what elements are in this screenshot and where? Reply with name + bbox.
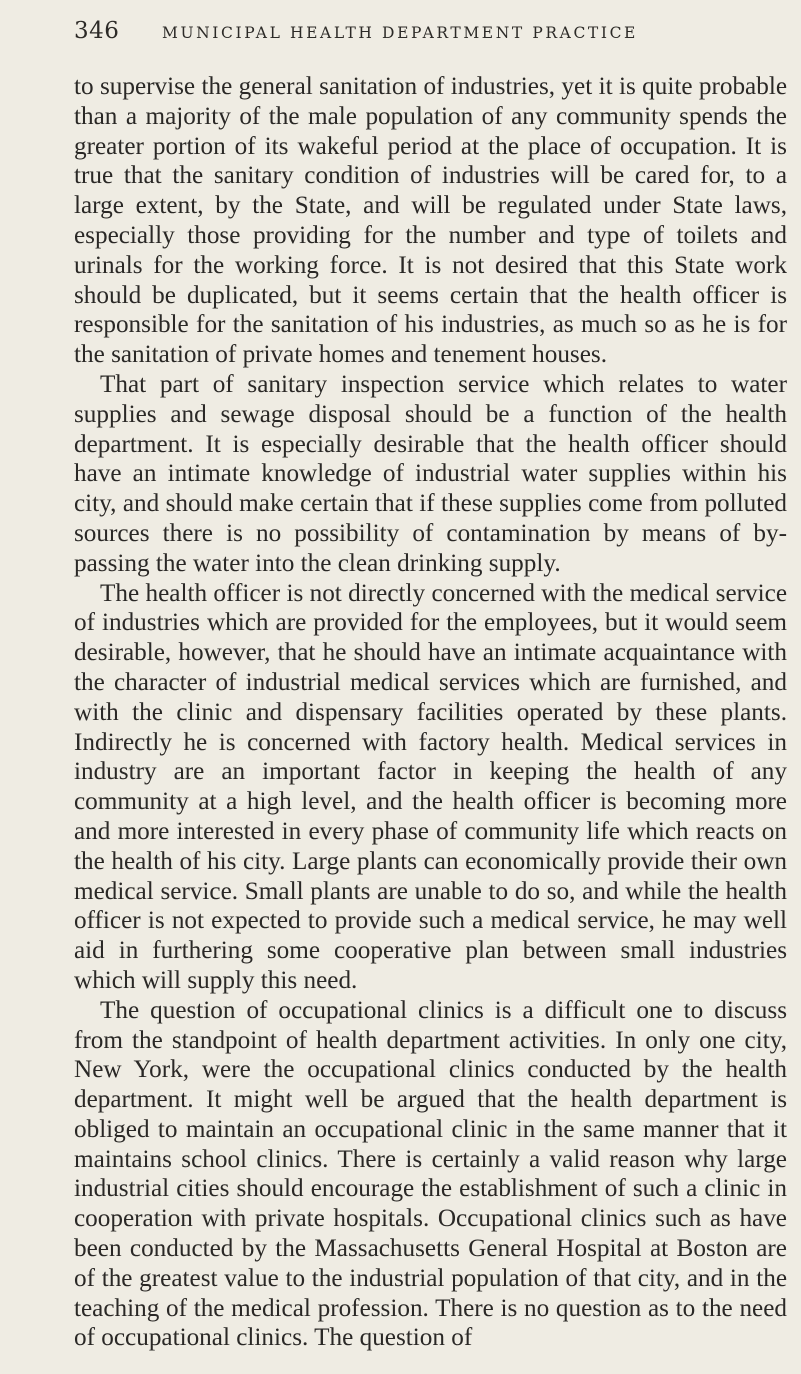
paragraph-4: The question of occupational clinics is a difficult one to discuss from the standpoint of health department activities. In only one city, New York, were the occupational clinics conducted by the health department. It might well be argued that the health department is obliged to maintain an occupational clinic in the same manner that it maintains school clinics. There is certainly a valid reason why large industrial cities should encourage the establishment of such a clinic in cooperation with private hospitals. Occupational clinics such as have been conducted by the Massachusetts General Hospital at Boston are of the greatest value to the industrial population of that city, and in the teaching of the medical profession. There is no question as to the need of occupational clinics. The question of	[74, 996, 787, 1352]
paragraph-2: That part of sanitary inspection service which relates to water supplies and sewage disposal should be a function of the health department. It is especially desirable that the health officer should have an intimate knowledge of industrial water supplies within his city, and should make certain that if these supplies come from polluted sources there is no possibility of contamination by means of by-passing the water into the clean drinking supply.	[74, 370, 787, 577]
body-text	[74, 72, 787, 1353]
running-title: MUNICIPAL HEALTH DEPARTMENT PRACTICE	[162, 24, 638, 42]
paragraph-3: The health officer is not directly concerned with the medical service of industries which are provided for the employees, but it would seem desirable, however, that he should have an intimate acquaintance with the character of industrial medical services which are furnished, and with the clinic and dispensary facilities operated by these plants. Indirectly he is concerned with factory health. Medical services in industry are an important factor in keeping the health of any community at a high level, and the health officer is becoming more and more interested in every phase of community life which reacts on the health of his city. Large plants can economically provide their own medical service. Small plants are unable to do so, and while the health officer is not expected to provide such a medical service, he may well aid in furthering some cooperative plan between small industries which will supply this need.	[74, 579, 787, 994]
running-head	[74, 18, 787, 52]
page-number: 346	[74, 18, 120, 44]
paragraph-1: to supervise the general sanitation of industries, yet it is quite probable than a majority of the male population of any community spends the greater portion of its wakeful period at the place of occupation. It is true that the sanitary condition of industries will be cared for, to a large extent, by the State, and will be regulated under State laws, especially those providing for the number and type of toilets and urinals for the working force. It is not desired that this State work should be duplicated, but it seems certain that the health officer is responsible for the sanitation of his industries, as much so as he is for the sanitation of private homes and tenement houses.	[74, 73, 787, 369]
